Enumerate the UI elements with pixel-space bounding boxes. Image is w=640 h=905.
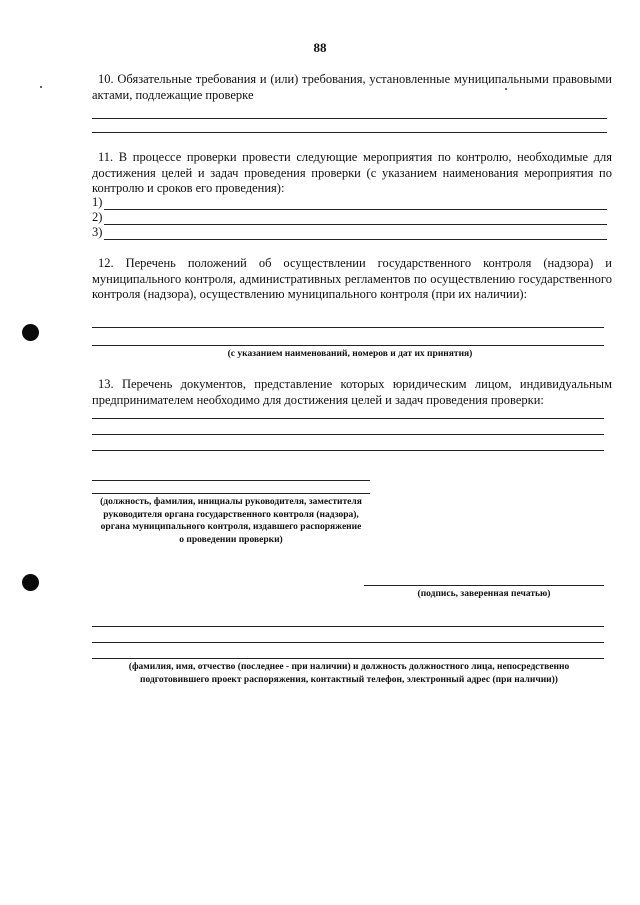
fill-line (104, 228, 607, 240)
section-12-caption: (с указанием наименований, номеров и дат их принятия) (227, 349, 473, 359)
section-13-text: 13. Перечень документов, представление которых юридическим лицом, индивидуальным предпринимателем необходимо для достижения целей и задач проведения проверки: (92, 377, 612, 407)
section-11-text: 11. В процессе проверки провести следующие мероприятия по контролю, необходимые для достижения целей и задач проведения проверки (с указанием наименования мероприятия по контролю и сроков его проведения): (92, 150, 612, 195)
list-item (92, 210, 607, 225)
punch-hole-top (22, 324, 39, 341)
fill-line (104, 198, 607, 210)
fill-line (104, 213, 607, 225)
signature-line (364, 585, 604, 586)
section-12-text: 12. Перечень положений об осуществлении государственного контроля (надзора) и муниципального контроля, административных регламентов по осуществлению государственного контроля (надзора), осуществлению муниципального контроля (при их наличии): (92, 256, 612, 301)
official-caption: (должность, фамилия, инициалы руководителя, заместителя руководителя органа государственного контроля (надзора), органа муниципального контроля, издавшего распоряжение о проведении проверки) (100, 497, 362, 545)
list-item-number: 3) (92, 225, 103, 239)
list-item (92, 225, 607, 240)
list-item-number: 1) (92, 195, 103, 209)
fill-line (92, 118, 607, 119)
signature-caption: (подпись, заверенная печатью) (417, 589, 551, 599)
page-number: 88 (313, 40, 327, 55)
punch-hole-bottom (22, 574, 39, 591)
scan-speck (40, 86, 42, 88)
fill-line (92, 434, 604, 435)
preparer-line (92, 626, 604, 627)
list-item (92, 195, 607, 210)
section-10-text: 10. Обязательные требования и (или) требования, установленные муниципальными правовыми актами, подлежащие проверке (92, 72, 612, 102)
fill-line (92, 345, 604, 346)
fill-line (92, 327, 604, 328)
preparer-caption: (фамилия, имя, отчество (последнее - при наличии) и должность должностного лица, непосредственно подготовившего проект распоряжения, контактный телефон, электронный адрес (при наличии)) (128, 662, 570, 685)
fill-line (92, 418, 604, 419)
official-line (92, 480, 370, 481)
official-line (92, 493, 370, 494)
fill-line (92, 132, 607, 133)
preparer-line (92, 658, 604, 659)
list-item-number: 2) (92, 210, 103, 224)
preparer-line (92, 642, 604, 643)
fill-line (92, 450, 604, 451)
